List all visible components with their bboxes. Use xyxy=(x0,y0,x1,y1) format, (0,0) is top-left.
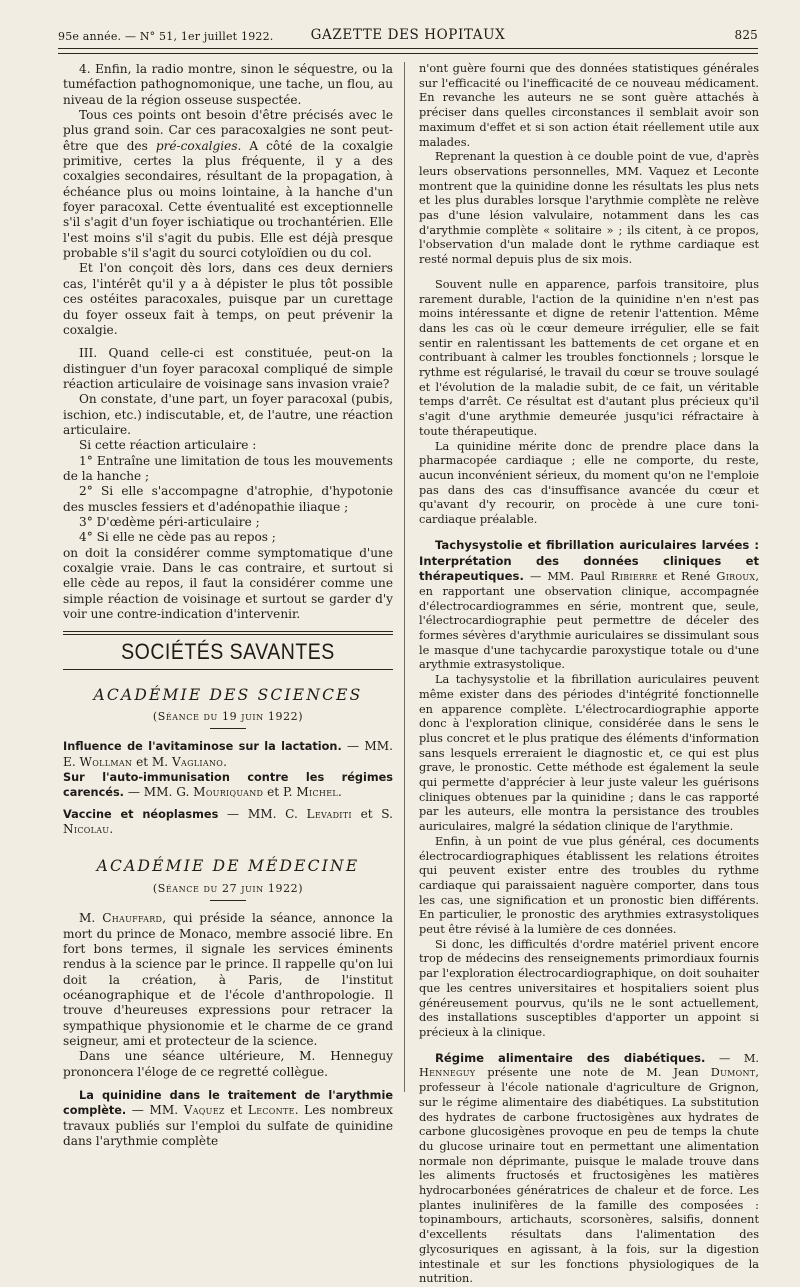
left-column xyxy=(63,62,393,1149)
communication: Vaccine et néoplasmes — MM. C. Levaditi et S. Nicolau. xyxy=(63,806,394,837)
communication: Tachysystolie et fibrillation auriculaires larvées : Interprétation des données cliniques et thérapeutiques. — MM. Paul Ribierre et René Giroux, en rapportant une observation clinique, accompagnée d'électrocardiogrammes en série, montrent que, seule, l'électrocardiographie peut permettre de déceler des formes sévères d'arythmie auriculaires se dissimulant sous le masque d'une tachycardie paroxystique totale ou d'une arythmie extrasystolique. xyxy=(419,537,759,672)
session-date: (Séance du 19 juin 1922) xyxy=(152,710,304,724)
list-item: 3° D'œdème péri-articulaire ; xyxy=(79,514,260,529)
list-item: 1° Entraîne une limitation de tous les mouvements de la hanche ; xyxy=(63,453,393,483)
paragraph: on doit la considérer comme symptomatique d'une coxalgie vraie. Dans le cas contraire, et surtout si elle cède au repos, il faut la considérer comme une simple réaction de voisinage et surtout se garder d'y voir une contre-indication d'intervenir. xyxy=(63,545,393,622)
page-number: 825 xyxy=(734,28,758,42)
paragraph: III. Quand celle-ci est constituée, peut-on la distinguer d'un foyer paracoxal compliqué de simple réaction articulaire de voisinage sans invasion vraie? xyxy=(63,346,393,391)
paragraph: La quinidine mérite donc de prendre place dans la pharmacopée cardiaque ; elle ne comporte, du reste, aucun inconvénient sérieux, du moment qu'on ne l'emploie pas dans des cas d'insuffisance avancée du cœur et qu'avant d'y recourir, on procède à une cure toni-cardiaque préalable. xyxy=(419,439,759,527)
communication: Influence de l'avitaminose sur la lactation. — MM. E. Wollman et M. Vagliano. xyxy=(63,739,393,769)
paragraph: Dans une séance ultérieure, M. Henneguy prononcera l'éloge de ce regretté collègue. xyxy=(63,1049,393,1079)
section-rule-thin xyxy=(63,634,393,635)
academy-heading: ACADÉMIE DES SCIENCES xyxy=(93,685,363,704)
paragraph: On constate, d'une part, un foyer paracoxal (pubis, ischion, etc.) indiscutable, et, de l'autre, une réaction articulaire. xyxy=(63,392,393,437)
paragraph: Si donc, les difficultés d'ordre matériel privent encore trop de médecins des renseignements primordiaux fournis par l'exploration électrocardiographique, on doit souhaiter que les centres universitaires et hospitaliers soient plus généreusement pourvus, qu'ils ne le sont actuellement, des installations susceptibles d'apporter un appoint si précieux à la clinique. xyxy=(419,937,759,1039)
paragraph: Si cette réaction articulaire : xyxy=(79,438,257,453)
paragraph: Enfin, à un point de vue plus général, ces documents électrocardiographiques établissent les relations étroites qui peuvent exister entre des troubles du rythme cardiaque qui paraissaient naguère comporter, dans tous les cas, une signification et un pronostic bien différents. En particulier, le pronostic des arythmies extrasystoliques peut être révisé à la lumière de ces données. xyxy=(419,834,759,937)
session-date: (Séance du 27 juin 1922) xyxy=(152,881,304,895)
communication: Régime alimentaire des diabétiques. — M. Henneguy présente une note de M. Jean Dumont, professeur à l'école nationale d'agriculture de Grignon, sur le régime alimentaire des diabétiques. La substitution des hydrates de carbone fructosigènes aux hydrates de carbone glucosigènes provoque en peu de temps la chute du glucose urinaire tout en permettant une alimentation normale non déprimante, puisque le malade trouve dans les aliments fructosés et fructosigènes les matières hydrocarbonées génératrices de chaleur et de force. Les plantes inulinifères de la famille des composées : topinambours, artichauts, scorsonères, salsifis, donnent d'excellents résultats dans l'alimentation des glycosuriques en agissant, à la fois, sur la digestion intestinale et sur les fonctions physiologiques de la nutrition. xyxy=(419,1050,759,1286)
section-rule xyxy=(63,669,393,670)
paragraph: La tachysystolie et la fibrillation auriculaires peuvent même exister dans des périodes d'intégrité fonctionnelle en apparence complète. L'électrocardiographie apporte donc à l'exploration clinique, considérée dans le sens le plus concret et le plus pratique des éléments d'information sans lesquels erreraient le diagnostic et, ce qui est plus grave, le pronostic. Cette méthode est également la seule qui permette d'apprécier à leur juste valeur les guérisons cliniques obtenues par la quinidine ; dans le cas rapporté par les auteurs, elle montra la persistance des troubles auriculaires, malgré la sédation clinique de l'arythmie. xyxy=(419,673,759,834)
paragraph: n'ont guère fourni que des données statistiques générales sur l'efficacité ou l'inefficacité de ce nouveau médicament. En revanche les auteurs ne se sont guère attachés à préciser dans quelles circonstances il semblait avoir son maximum d'effet et si son action était réellement utile aux malades. xyxy=(419,62,759,149)
section-rule xyxy=(63,631,393,632)
communication: Sur l'auto-immunisation contre les régimes carencés. — MM. G. Mouriquand et P. Michel. xyxy=(63,771,393,800)
paragraph: 4. Enfin, la radio montre, sinon le séquestre, ou la tuméfaction pathognomonique, une tache, un flou, au niveau de la région osseuse suspectée. xyxy=(63,62,393,107)
short-rule xyxy=(210,728,246,729)
communication: La quinidine dans le traitement de l'arythmie complète. — MM. Vaquez et Leconte. Les nombreux travaux publiés sur l'emploi du sulfate de quinidine dans l'arythmie complète xyxy=(63,1088,393,1148)
paragraph: Reprenant la question à ce double point de vue, d'après leurs observations personnelles, MM. Vaquez et Leconte montrent que la quinidine donne les résultats les plus nets et les plus durables lorsque l'arythmie complète ne relève pas d'une lésion valvulaire, notamment dans les cas d'arythmie complète « solitaire » ; ils citent, à ce propos, l'observation d'un malade dont le rythme cardiaque est resté normal depuis plus de six mois. xyxy=(419,150,759,267)
list-item: 4° Si elle ne cède pas au repos ; xyxy=(79,530,276,545)
short-rule xyxy=(210,900,246,901)
academy-heading: ACADÉMIE DE MÉDECINE xyxy=(96,857,360,876)
paragraph: M. Chauffard, qui préside la séance, annonce la mort du prince de Monaco, membre associé libre. En fort bons termes, il signale les services éminents rendus à la science par le prince. Il rappelle qu'on lui doit la création, à Paris, de l'institut océanographique et de l'école d'anthropologie. Il trouve d'heureuses expressions pour retracer la sympathique physionomie et le charme de ce grand seigneur, ami et protecteur de la science. xyxy=(63,911,393,1048)
right-column xyxy=(419,62,759,1287)
list-item: 2° Si elle s'accompagne d'atrophie, d'hypotonie des muscles fessiers et d'adénopathie iliaque ; xyxy=(63,484,393,514)
header-rule-thin xyxy=(58,53,758,54)
paragraph: Souvent nulle en apparence, parfois transitoire, plus rarement durable, l'action de la quinidine n'en n'est pas moins intéressante et digne de retenir l'attention. Même dans les cas où le cœur demeure irrégulier, elle se fait sentir en ralentissant les battements de cet organe et en contribuant à calmer les troubles fonctionnels ; lorsque le rythme est régularisé, le travail du cœur se trouve soulagé et l'évolution de la maladie subit, de ce fait, un véritable temps d'arrêt. Ce résultat est d'autant plus précieux qu'il s'agit d'une arythmie demeurée jusqu'ici réfractaire à toute thérapeutique. xyxy=(419,277,759,438)
paragraph: Tous ces points ont besoin d'être précisés avec le plus grand soin. Car ces paracoxalgies ne sont peut-être que des pré-coxalgies. A côté de la coxalgie primitive, certes la plus fréquente, il y a des coxalgies secondaires, résultant de la propagation, à échéance plus ou moins lointaine, à la hanche d'un foyer paracoxal. Cette éventualité est exceptionnelle s'il s'agit d'un foyer ischiatique ou trochantérien. Elle l'est moins s'il s'agit du pubis. Elle est déjà presque probable s'il s'agit du sourci cotyloïdien ou du col. xyxy=(63,108,393,261)
header-rule xyxy=(58,48,758,49)
column-divider xyxy=(404,62,405,1092)
paragraph: Et l'on conçoit dès lors, dans ces deux derniers cas, l'intérêt qu'il y a à dépister le plus tôt possible ces ostéites paracoxales, puisque par un curettage du foyer osseux fait à temps, on peut prévenir la coxalgie. xyxy=(63,261,393,337)
page-header xyxy=(58,24,758,50)
journal-title: GAZETTE DES HOPITAUX xyxy=(310,27,506,43)
issue-info: 95e année. — N° 51, 1er juillet 1922. xyxy=(58,30,274,43)
section-title: SOCIÉTÉS SAVANTES xyxy=(121,639,335,665)
